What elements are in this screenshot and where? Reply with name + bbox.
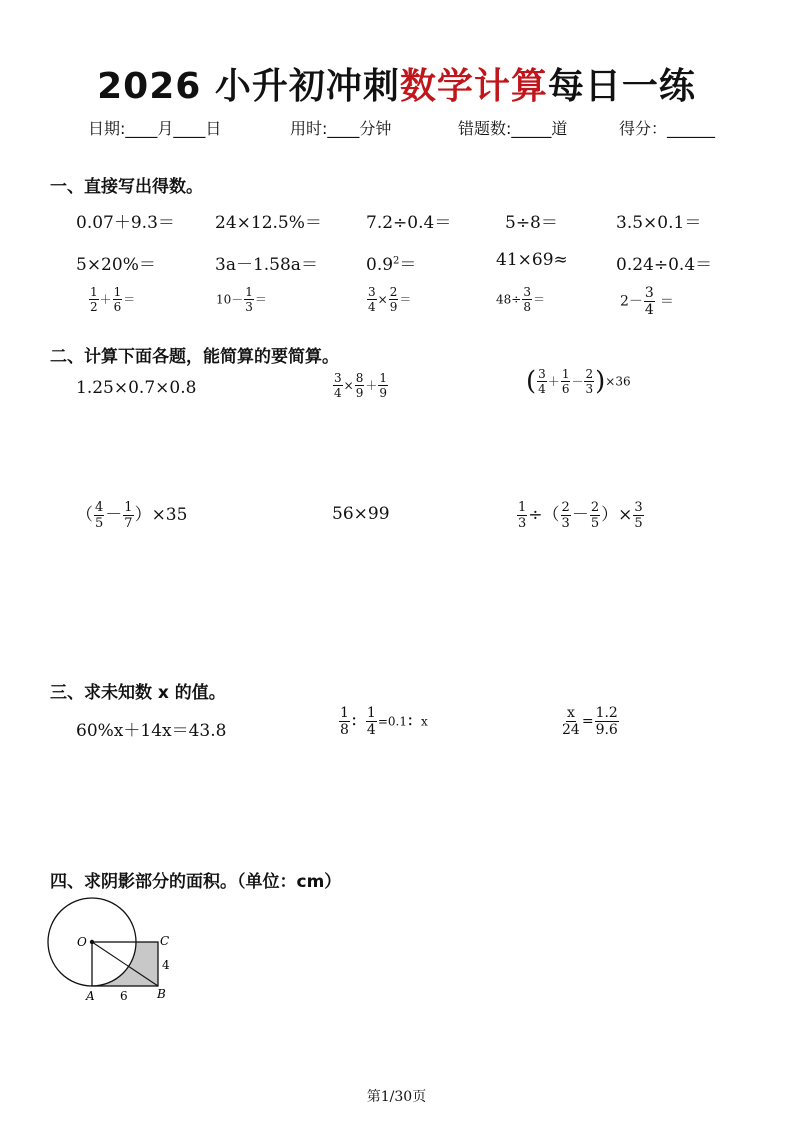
denominator: 9	[379, 386, 387, 400]
problem-1-8	[366, 250, 416, 275]
problem-1-6: 5×20%＝	[76, 255, 156, 275]
operator: ×	[377, 292, 388, 307]
problem-1-2: 24×12.5%＝	[215, 213, 322, 233]
label-o: O	[77, 935, 87, 949]
denominator: 4	[368, 300, 376, 314]
ratio-colon: ：	[406, 713, 421, 730]
denominator: 4	[644, 302, 654, 318]
operator: ＋	[547, 374, 560, 389]
title-part3: 每日一练	[547, 66, 696, 107]
numerator: 3	[368, 285, 376, 299]
problem-1-12	[216, 286, 267, 313]
fraction	[339, 706, 350, 737]
denominator: 3	[561, 516, 570, 531]
title-part1: 2026 小升初冲刺	[97, 66, 400, 107]
exponent: 2	[393, 255, 400, 267]
numerator: 1	[379, 371, 387, 385]
fraction	[561, 706, 581, 737]
numerator: 1	[245, 285, 253, 299]
prefix: 48÷	[496, 292, 522, 307]
fraction	[367, 286, 377, 313]
equation-2	[338, 706, 428, 737]
fraction	[333, 372, 343, 399]
denominator: 6	[113, 300, 122, 314]
problem-1-3: 7.2÷0.4＝	[366, 213, 452, 233]
section-3-heading: 三、求未知数 x 的值。	[50, 683, 226, 703]
equals: ＝	[399, 255, 417, 275]
equals: ＝	[254, 292, 267, 307]
problem-1-9: 41×69≈	[496, 250, 568, 270]
denominator: 4	[538, 382, 546, 396]
label-b: B	[157, 987, 166, 1001]
fraction	[561, 368, 571, 395]
fraction	[355, 372, 365, 399]
length-bc: 4	[162, 958, 170, 972]
left-paren: （	[76, 505, 93, 525]
denominator: 8	[340, 722, 349, 738]
fraction	[113, 286, 123, 313]
problem-1-7: 3a－1.58a＝	[215, 255, 318, 275]
problem-2-1: 1.25×0.7×0.8	[76, 378, 197, 398]
prefix: 10－	[216, 292, 244, 307]
numerator: 2	[561, 500, 570, 515]
tail: ×36	[605, 374, 631, 389]
label-c: C	[160, 934, 170, 948]
equals: ＝	[399, 292, 412, 307]
fraction	[366, 706, 377, 737]
numerator: 2	[590, 500, 600, 515]
denominator: 5	[590, 516, 600, 531]
equation-3	[560, 706, 620, 737]
score-field: 得分：______	[619, 119, 716, 138]
denominator: 4	[366, 722, 376, 738]
operator: －	[571, 505, 589, 525]
page-title	[0, 58, 793, 109]
page-number: 第1/30页	[366, 1089, 427, 1105]
problem-1-15	[620, 286, 674, 317]
problem-2-2	[332, 372, 389, 399]
denominator: 2	[90, 300, 98, 314]
problem-1-4: 5÷8＝	[505, 213, 558, 233]
numerator: x	[566, 705, 575, 721]
denominator: 3	[518, 516, 527, 531]
fraction	[378, 372, 388, 399]
numerator: 2	[389, 285, 398, 299]
equation-1: 60%x＋14x＝43.8	[76, 721, 227, 741]
fraction	[94, 501, 104, 530]
left-paren: （	[542, 505, 560, 525]
denominator: 3	[245, 300, 253, 314]
denominator: 6	[561, 382, 570, 396]
tail: ×35	[151, 505, 188, 525]
numerator: 1	[366, 705, 376, 721]
problem-2-4	[76, 500, 187, 530]
fraction	[89, 286, 99, 313]
length-ab: 6	[120, 989, 128, 1003]
numerator: 1	[124, 500, 133, 515]
equals: ＝	[532, 292, 545, 307]
operator: ×	[343, 378, 354, 393]
right-paren: ）	[134, 505, 152, 525]
center-point	[90, 940, 94, 944]
numerator: 3	[634, 500, 643, 515]
time-field: 用时:____分钟	[290, 119, 392, 138]
numerator: 1.2	[595, 705, 618, 721]
numerator: 1	[561, 367, 570, 381]
numerator: 1	[113, 285, 122, 299]
operator: ×	[618, 505, 633, 525]
numerator: 3	[523, 285, 531, 299]
fraction	[537, 368, 547, 395]
numerator: 1	[90, 285, 98, 299]
operator: ÷	[528, 505, 543, 525]
denominator: 24	[562, 722, 580, 738]
fraction	[123, 501, 133, 530]
numerator: 1	[340, 705, 349, 721]
right-paren: )	[595, 366, 606, 397]
problem-1-11	[88, 286, 135, 313]
numerator: 4	[95, 500, 104, 515]
denominator: 9.6	[595, 722, 618, 738]
value: =0.1	[377, 714, 407, 729]
problem-1-5: 3.5×0.1＝	[616, 213, 702, 233]
numerator: 2	[585, 367, 594, 381]
fraction	[561, 501, 571, 530]
ratio-colon: ：	[350, 713, 365, 730]
operator: －	[105, 505, 123, 525]
problem-1-10: 0.24÷0.4＝	[616, 255, 713, 275]
fraction	[389, 286, 399, 313]
denominator: 5	[634, 516, 643, 531]
section-2-heading: 二、计算下面各题，能简算的要简算。	[50, 347, 339, 367]
section-1-heading: 一、直接写出得数。	[50, 177, 203, 197]
problem-2-6	[516, 500, 645, 530]
variable: x	[420, 714, 428, 729]
problem-2-3	[526, 368, 631, 395]
fraction	[595, 706, 619, 737]
left-paren: (	[526, 366, 537, 397]
problem-1-1: 0.07＋9.3＝	[76, 213, 175, 233]
fraction	[244, 286, 254, 313]
section-4-heading: 四、求阴影部分的面积。（单位：cm）	[50, 872, 342, 892]
fraction	[522, 286, 532, 313]
shaded-area-figure	[40, 895, 180, 1010]
denominator: 8	[523, 300, 531, 314]
right-paren: ）	[601, 505, 619, 525]
denominator: 9	[355, 386, 364, 400]
denominator: 3	[585, 382, 594, 396]
base: 0.9	[366, 255, 394, 275]
prefix: 2－	[620, 293, 643, 310]
date-field: 日期:____月____日	[88, 119, 222, 138]
fraction	[644, 286, 655, 317]
numerator: 1	[518, 500, 527, 515]
numerator: 8	[355, 371, 364, 385]
label-a: A	[86, 989, 95, 1003]
numerator: 3	[334, 371, 342, 385]
equals: ＝	[123, 292, 136, 307]
numerator: 3	[538, 367, 546, 381]
equals: ＝	[659, 293, 674, 310]
fraction	[517, 501, 527, 530]
operator: －	[571, 374, 584, 389]
fraction	[584, 368, 594, 395]
errors-field: 错题数:_____道	[458, 119, 568, 138]
operator: ＋	[99, 292, 112, 307]
operator: ＋	[365, 378, 378, 393]
denominator: 7	[124, 516, 133, 531]
fraction	[633, 501, 643, 530]
fraction	[590, 501, 600, 530]
problem-1-13	[366, 286, 411, 313]
problem-2-5: 56×99	[332, 504, 390, 524]
denominator: 5	[95, 516, 104, 531]
problem-1-14	[496, 286, 545, 313]
equals: =	[581, 713, 594, 730]
denominator: 9	[389, 300, 398, 314]
denominator: 4	[334, 386, 342, 400]
title-part2: 数学计算	[399, 66, 548, 107]
numerator: 3	[644, 285, 654, 301]
